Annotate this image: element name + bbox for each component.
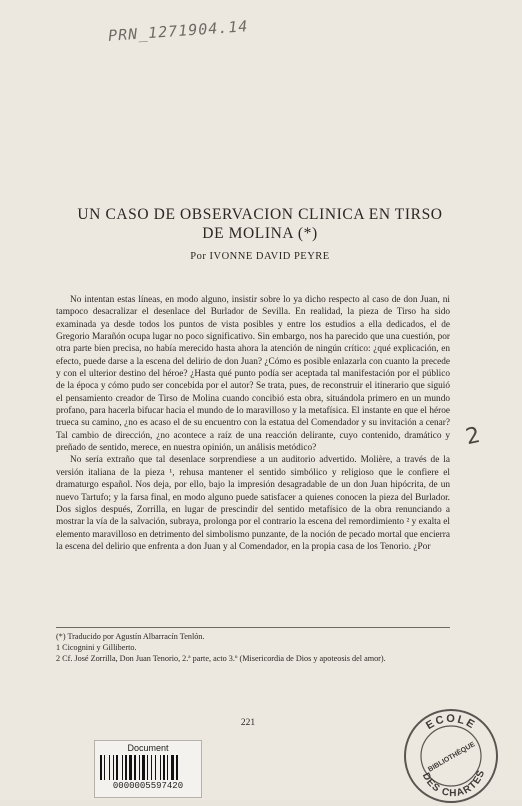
stamp-bottom-text: DES CHARTES: [419, 768, 488, 800]
stamp-middle-text: BIBLIOTHÈQUE: [427, 741, 477, 774]
page-number: 221: [240, 718, 256, 728]
barcode-number: 0000005597420: [112, 781, 184, 791]
margin-note: 2: [463, 422, 483, 451]
title-line-1: UN CASO DE OBSERVACION CLINICA EN TIRSO: [77, 206, 443, 223]
paragraph-1: No intentan estas líneas, en modo alguno, insistir sobre lo ya dicho respecto al caso de don Juan, ni tampoco desacralizar el desenlace del Burlador de Sevilla. En realidad, la pieza de Tirso ha sido examinada ya desde todos los puntos de vista posibles y entre los estudios a ella dedicados, el de Gregorio Marañón ocupa lugar no poco significativo. Sin embargo, nos ha parecido que una cuestión, por otra parte bien precisa, no había merecido hasta ahora la atención de ningún crítico: ¿qué explicación, en efecto, puede darse a la escena del delirio de don Juan? ¿Cómo es posible enlazarla con cuanto la precede y con el ulterior destino del héroe? ¿Hasta qué punto podía ser aceptada tal manifestación por el público de la época y cómo pudo ser concebida por el autor? Se trata, pues, de reconstruir el itinerario que siguió el pensamiento creador de Tirso de Molina cuando concibió esta obra, situándola primero en un mundo profano, para hacerla bifucar hacia el mundo de lo maravilloso y la metafísica. El instante en que el héroe trueca su camino, ¿no es acaso el de su encuentro con la estatua del Comendador y su invitación a cenar? Tal cambio de dirección, ¿no acontece a raíz de una reacción delirante, cuyo contenido, dramático y preñado de sentido, merece, en nuestra opinión, un análisis metódico?: [56, 295, 450, 454]
barcode-title: Document: [127, 743, 169, 753]
article-body: [56, 294, 450, 553]
footnote-star: (*) Traducido por Agustín Albarracín Tenlón.: [56, 632, 205, 641]
footnotes: [56, 632, 450, 664]
footnote-1: 1 Cicognini y Gilliberto.: [56, 642, 137, 652]
article-author: Por IVONNE DAVID PEYRE: [190, 251, 330, 262]
paragraph-2: No sería extraño que tal desenlace sorprendiese a un auditorio advertido. Molière, a través de la versión italiana de la pieza ¹, rehusa mantener el sentido simbólico y religioso que le confiere el dramaturgo español. Nos deja, por ello, bajo la impresión desagradable de un don Juan hipócrita, de un nuevo Tartufo; y la farsa final, en modo alguno puede satisfacer a quienes conocen la pieza del Burlador. Dos siglos después, Zorrilla, en lugar de prescindir del sentido metafísico de la obra renunciando a mostrar la vía de la salvación, subraya, prolonga por el contrario la escena del remordimiento ² y exalta el elemento maravilloso en detrimento del simbolismo punzante, de la noción de pecado mortal que encierra la escena del delirio que enfrenta a don Juan y al Comendador, en la propia casa de los Tenorio. ¿Por: [56, 455, 450, 552]
footnote-2: 2 Cf. José Zorrilla, Don Juan Tenorio, 2.ª parte, acto 3.º (Misericordia de Dios y apoteosis del amor).: [56, 653, 386, 663]
handwritten-reference: PRN_1271904.14: [107, 17, 249, 45]
title-line-2: DE MOLINA (*): [202, 225, 318, 242]
barcode-label: [94, 740, 202, 798]
article-title: [40, 205, 480, 243]
stamp-top-text: ECOLE: [423, 712, 479, 733]
footnote-divider: [56, 627, 450, 628]
library-stamp-icon: [401, 706, 501, 806]
svg-text:ECOLE: [424, 713, 478, 732]
barcode-icon: [100, 755, 196, 780]
